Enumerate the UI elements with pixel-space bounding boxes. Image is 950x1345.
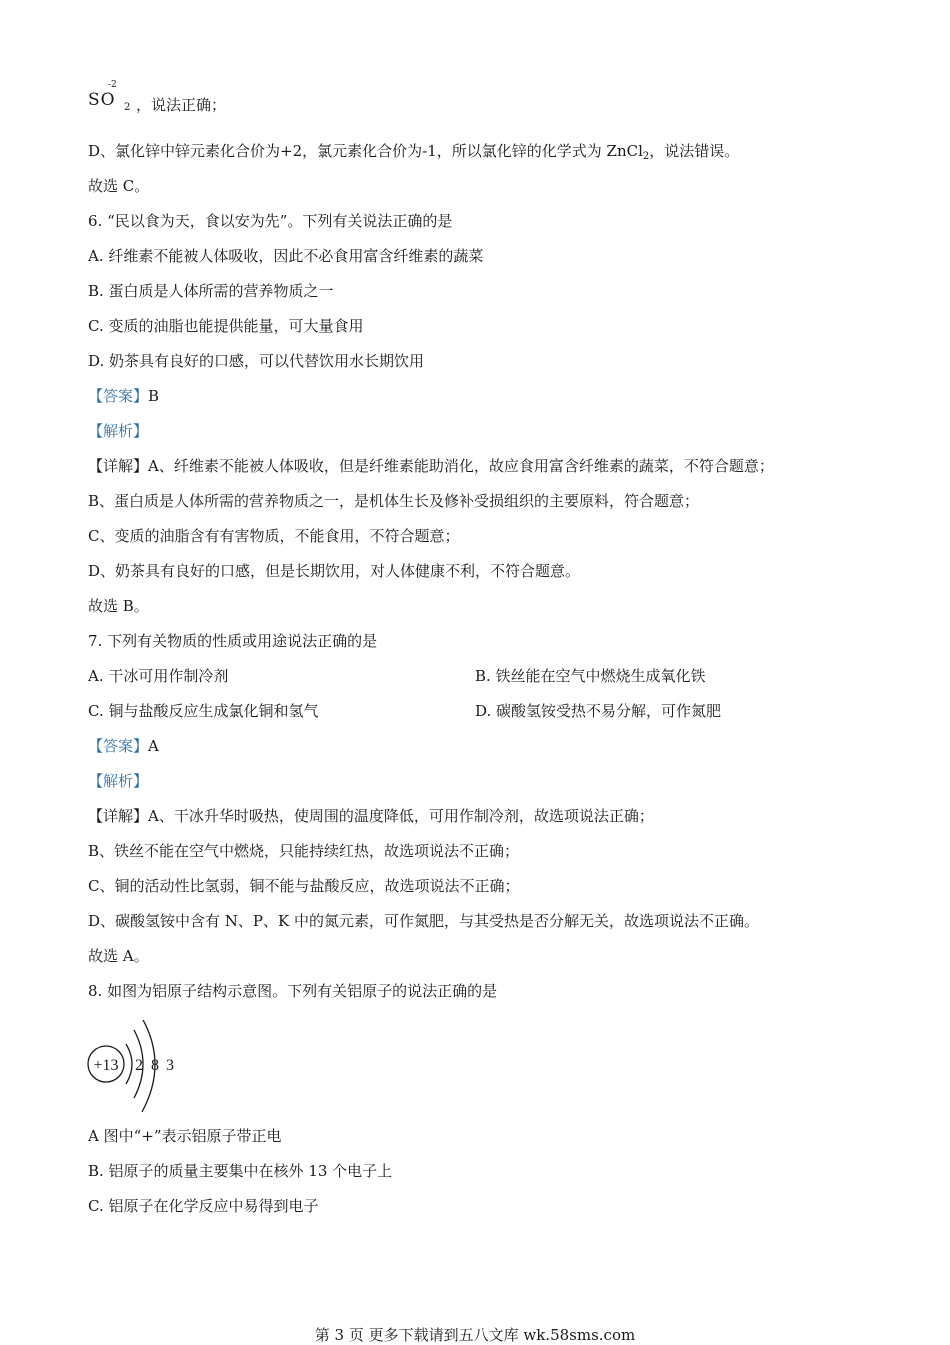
q7-detail-a: 【详解】A、干冰升华时吸热，使周围的温度降低，可用作制冷剂，故选项说法正确； [88, 807, 654, 825]
q6-analysis-tag: 【解析】 [88, 422, 149, 440]
aluminum-atom-diagram [86, 1020, 186, 1116]
formula-subscript: 2 [124, 102, 131, 113]
q6-detail-a: 【详解】A、纤维素不能被人体吸收，但是纤维素能助消化，故应食用富含纤维素的蔬菜，不符合题意； [88, 457, 774, 475]
answer-tag: 【答案】 [88, 387, 149, 405]
q6-stem: 6. “民以食为天，食以安为先”。下列有关说法正确的是 [88, 212, 453, 230]
q6-answer [88, 386, 159, 406]
detail-tag: 【详解】 [88, 457, 149, 475]
q7-detail-b: B、铁丝不能在空气中燃烧，只能持续红热，故选项说法不正确； [88, 842, 520, 860]
q6-choice: 故选 B。 [88, 597, 149, 615]
q8-option-b: B. 铝原子的质量主要集中在核外 13 个电子上 [88, 1162, 393, 1180]
answer-tag: 【答案】 [88, 737, 149, 755]
shell-2-electrons: 8 [151, 1057, 159, 1074]
q7-stem: 7. 下列有关物质的性质或用途说法正确的是 [88, 632, 378, 650]
q6-detail-b: B、蛋白质是人体所需的营养物质之一，是机体生长及修补受损组织的主要原料，符合题意； [88, 492, 700, 510]
q5-option-d: D、氯化锌中锌元素化合价为+2，氯元素化合价为-1，所以氯化锌的化学式为 ZnCl$_2$，说法错误。 [88, 142, 740, 162]
q8-option-a: A 图中“+”表示铝原子带正电 [88, 1127, 282, 1145]
answer-value: B [148, 387, 160, 405]
q6-detail-c: C、变质的油脂含有有害物质，不能食用，不符合题意； [88, 527, 460, 545]
q7-analysis-tag: 【解析】 [88, 772, 149, 790]
q7-detail-c: C、铜的活动性比氢弱，铜不能与盐酸反应，故选项说法不正确； [88, 877, 520, 895]
so2-comment: ，说法正确； [136, 96, 227, 114]
q7-option-a: A. 干冰可用作制冷剂 [88, 667, 229, 685]
nucleus-charge: +13 [93, 1057, 119, 1074]
detail-tag: 【详解】 [88, 807, 149, 825]
q7-option-d: D. 碳酸氢铵受热不易分解，可作氮肥 [475, 702, 722, 720]
q7-choice: 故选 A。 [88, 947, 149, 965]
so2-formula-line [88, 80, 318, 116]
q6-detail-d: D、奶茶具有良好的口感，但是长期饮用，对人体健康不利，不符合题意。 [88, 562, 581, 580]
answer-value: A [148, 737, 159, 755]
valence-mark: -2 [108, 80, 117, 90]
q8-stem: 8. 如图为铝原子结构示意图。下列有关铝原子的说法正确的是 [88, 982, 498, 1000]
q6-option-d: D. 奶茶具有良好的口感，可以代替饮用水长期饮用 [88, 352, 425, 370]
q8-option-c: C. 铝原子在化学反应中易得到电子 [88, 1197, 319, 1215]
q7-detail-d: D、碳酸氢铵中含有 N、P、K 中的氮元素，可作氮肥，与其受热是否分解无关，故选项说法不正确。 [88, 912, 759, 930]
q7-option-b: B. 铁丝能在空气中燃烧生成氧化铁 [475, 667, 706, 685]
q6-option-c: C. 变质的油脂也能提供能量，可大量食用 [88, 317, 364, 335]
shell-1-electrons: 2 [135, 1057, 143, 1074]
q6-option-a: A. 纤维素不能被人体吸收，因此不必食用富含纤维素的蔬菜 [88, 247, 484, 265]
shell-3-electrons: 3 [166, 1057, 174, 1074]
q7-option-c: C. 铜与盐酸反应生成氯化铜和氢气 [88, 702, 319, 720]
q7-answer [88, 736, 159, 756]
formula: SO [88, 90, 116, 110]
shell-arc-1 [126, 1044, 132, 1084]
q5-choice: 故选 C。 [88, 177, 150, 195]
page-footer: 第 3 页 更多下载请到五八文库 wk.58sms.com [314, 1326, 636, 1344]
q6-option-b: B. 蛋白质是人体所需的营养物质之一 [88, 282, 334, 300]
